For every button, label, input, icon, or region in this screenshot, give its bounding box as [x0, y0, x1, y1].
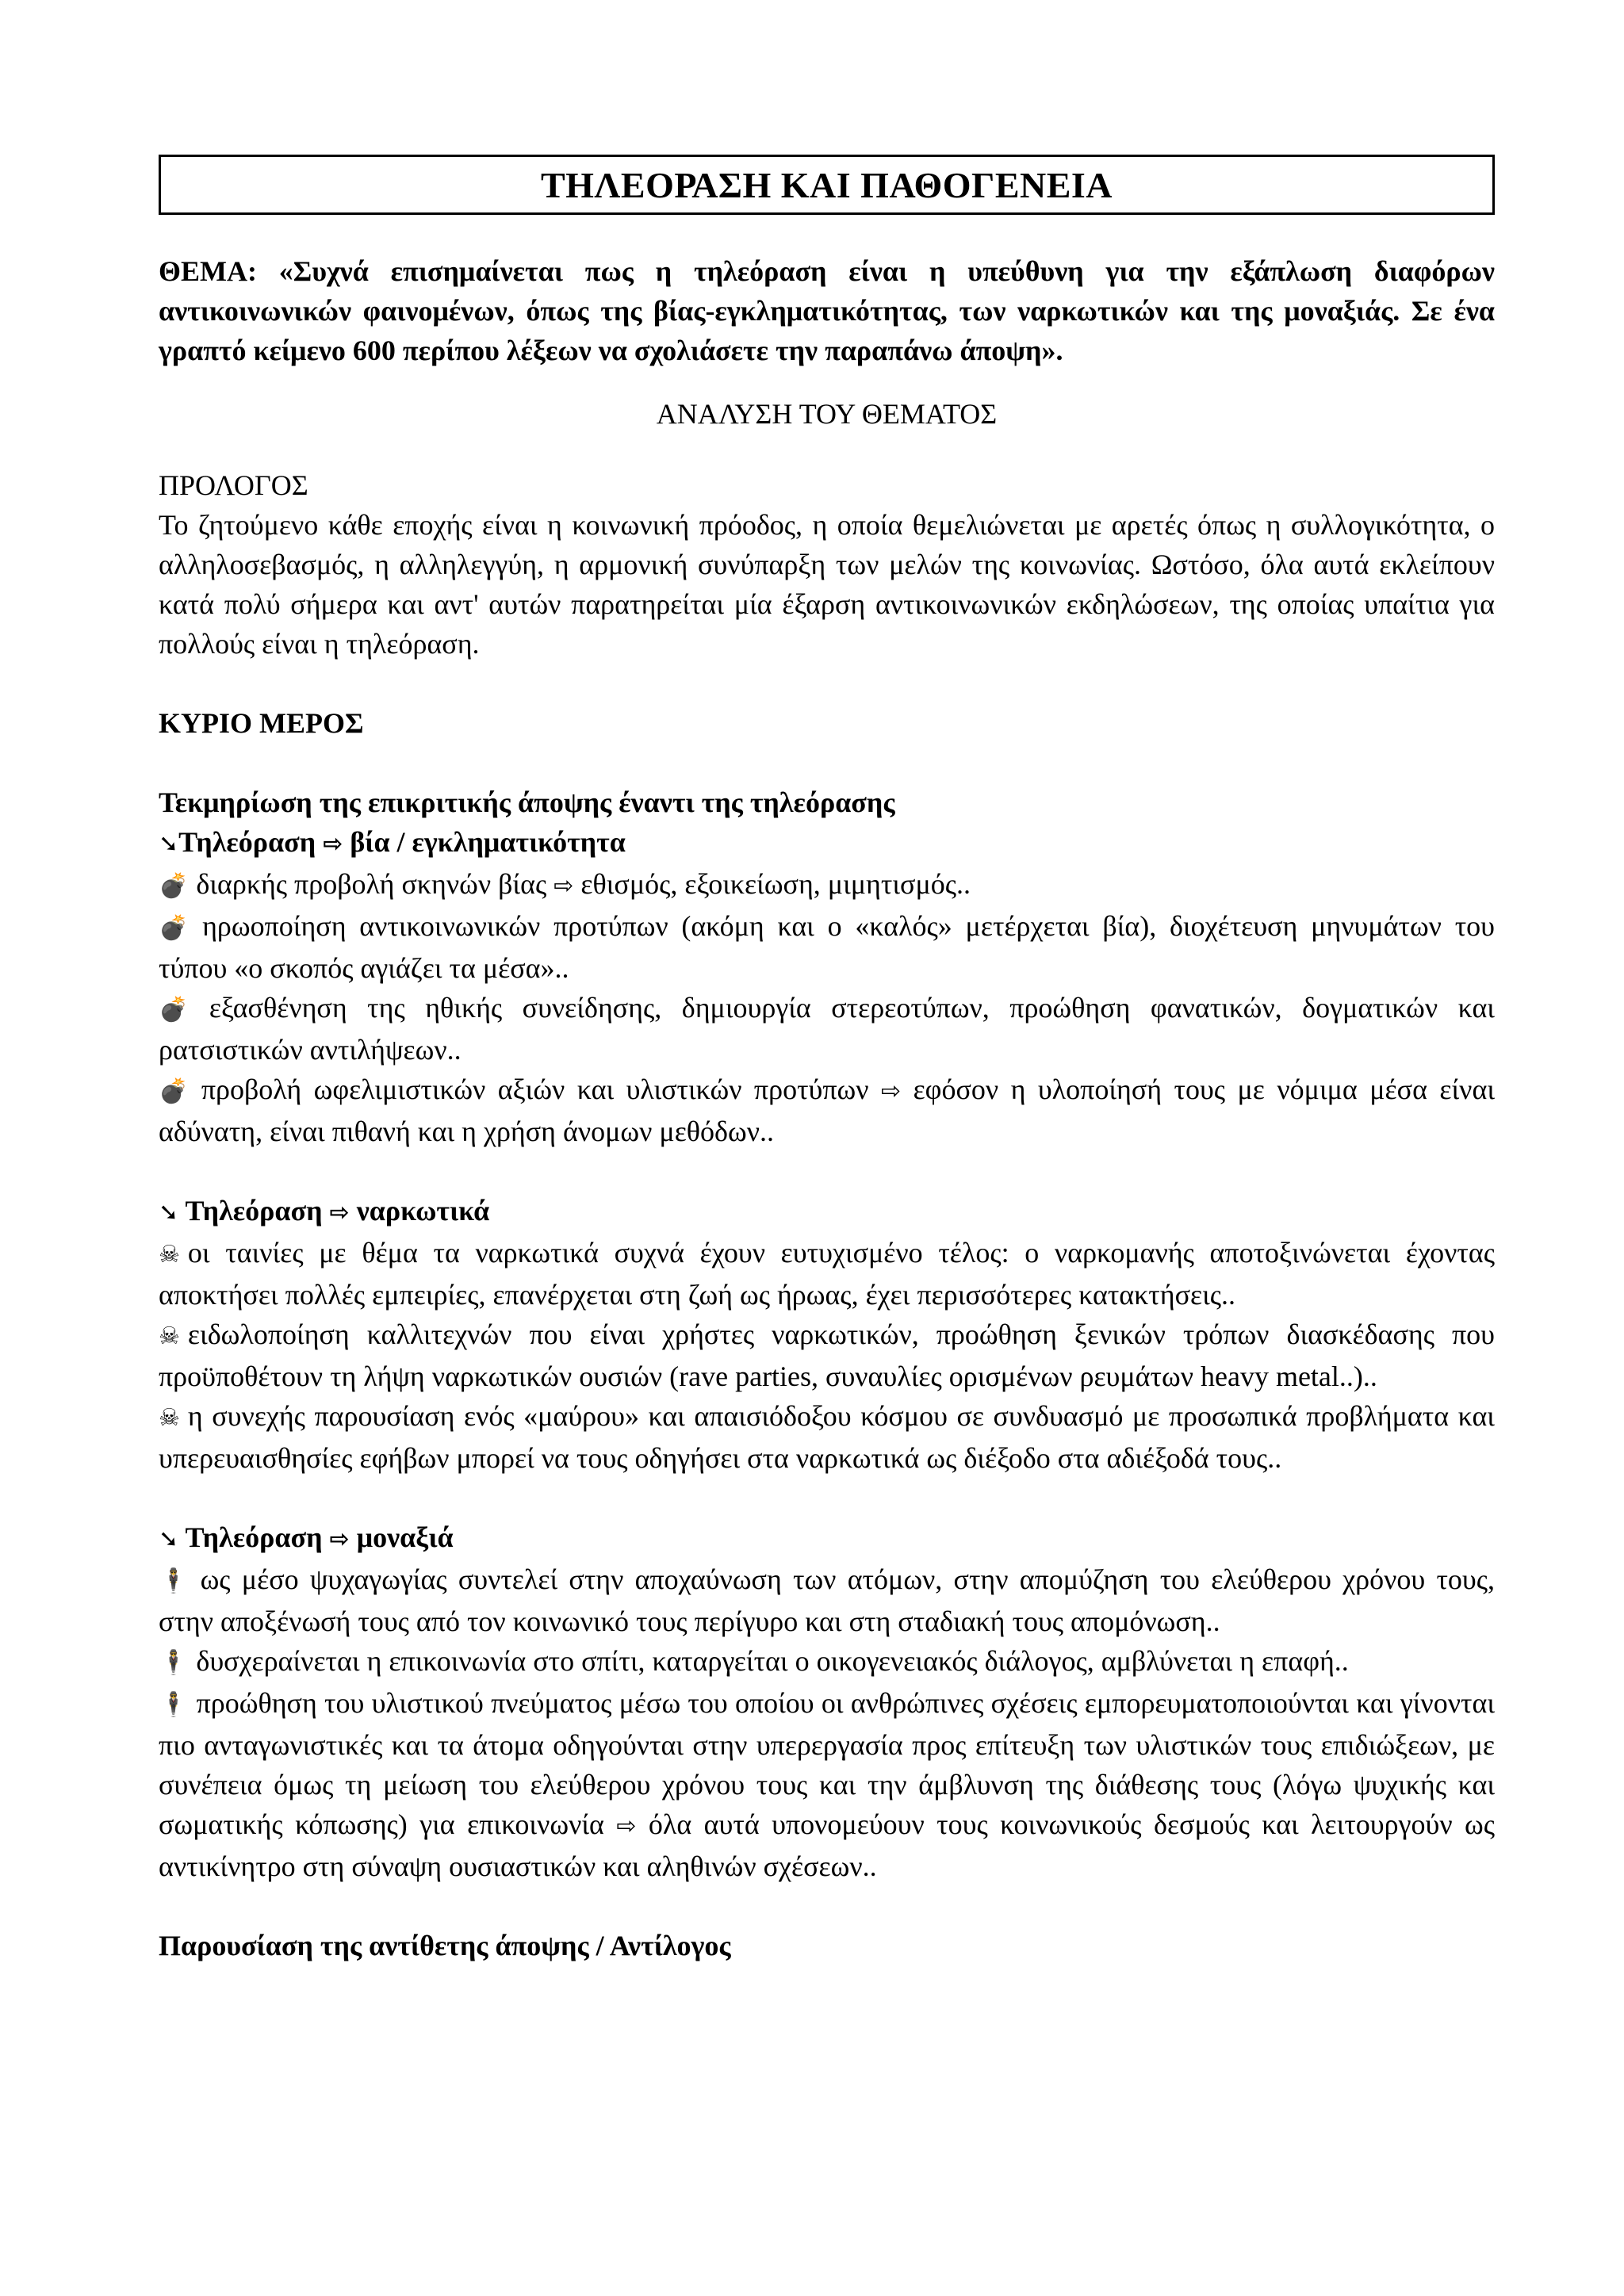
person-icon: 🕴 — [159, 1691, 189, 1719]
topic-label: ΘΕΜΑ: — [159, 255, 257, 287]
main-heading: ΚΥΡΙΟ ΜΕΡΟΣ — [159, 707, 364, 739]
arrow-down-right-icon: ➘ — [159, 830, 179, 858]
bomb-icon: 💣 — [159, 872, 189, 900]
counter-heading: Παρουσίαση της αντίθετης άποψης / Αντίλογος — [159, 1930, 731, 1961]
skull-icon: ☠ — [159, 1404, 180, 1432]
violence-heading: ➘Τηλεόραση ⇨ βία / εγκληματικότητα — [159, 826, 626, 858]
prologue-heading: ΠΡΟΛΟΓΟΣ — [159, 469, 308, 501]
title-box — [159, 155, 1495, 215]
topic-text: «Συχνά επισημαίνεται πως η τηλεόραση είναι η υπεύθυνη για την εξάπλωση διαφόρων αντικοινωνικών φαινομένων, όπως της βίας-εγκληματικότητας, των ναρκωτικών και της μοναξιάς. Σε ένα γραπτό κείμενο 600 περίπου λέξεων να σχολιάσετε την παραπάνω άποψη». — [159, 255, 1495, 366]
bomb-icon: 💣 — [159, 1077, 193, 1105]
right-arrow-icon: ⇨ — [323, 830, 343, 858]
list-item: 🕴 προώθηση του υλιστικού πνεύματος μέσω του οποίου οι ανθρώπινες σχέσεις εμπορευματοποιούνται και γίνονται πιο ανταγωνιστικές και τα άτομα οδηγούνται στην υπερεργασία προς επίτευξη των υλιστικών τους επιδιώξεων, με συνέπεια όμως τη μείωση του ελεύθερου χρόνου τους και την άμβλυνση της διάθεσης τους (λόγω ψυχικής και σωματικής κόπωσης) για επικοινωνία ⇨ όλα αυτά υπονομεύουν τους κοινωνικούς δεσμούς και λειτουργούν ως αντικίνητρο στη σύναψη ουσιαστικών και αληθινών σχέσεων.. — [159, 1687, 1496, 1882]
arrow-down-right-icon: ➘ — [159, 1199, 179, 1226]
topic-paragraph — [159, 251, 1495, 370]
page-title: ΤΗΛΕΟΡΑΣΗ ΚΑΙ ΠΑΘΟΓΕΝΕΙΑ — [540, 164, 1113, 205]
arrow-down-right-icon: ➘ — [159, 1525, 179, 1553]
prologue-text: Το ζητούμενο κάθε εποχής είναι η κοινωνική πρόοδος, η οποία θεμελιώνεται με αρετές όπως η συλλογικότητα, ο αλληλοσεβασμός, η αλληλεγγύη, η αρμονική συνύπαρξη των μελών της κοινωνίας. Ωστόσο, όλα αυτά εκλείπουν κατά πολύ σήμερα και αντ' αυτών παρατηρείται μία έξαρση αντικοινωνικών εκδηλώσεων, της οποίας υπαίτια για πολλούς είναι η τηλεόραση. — [159, 509, 1495, 660]
critical-heading: Τεκμηρίωση της επικριτικής άποψης έναντι της τηλεόρασης — [159, 786, 895, 818]
drugs-heading: ➘ Τηλεόραση ⇨ ναρκωτικά — [159, 1195, 490, 1226]
bomb-icon: 💣 — [159, 914, 195, 942]
list-item: 💣 ηρωοποίηση αντικοινωνικών προτύπων (ακόμη και ο «καλός» μετέρχεται βία), διοχέτευση μηνυμάτων του τύπου «ο σκοπός αγιάζει τα μέσα».. — [159, 910, 1495, 984]
list-item: 🕴 δυσχεραίνεται η επικοινωνία στο σπίτι, καταργείται ο οικογενειακός διάλογος, αμβλύνεται η επαφή.. — [159, 1645, 1349, 1677]
person-icon: 🕴 — [159, 1567, 193, 1595]
list-item: ☠ ειδωλοποίηση καλλιτεχνών που είναι χρήστες ναρκωτικών, προώθηση ξενικών τρόπων διασκέδασης που προϋποθέτουν τη λήψη ναρκωτικών ουσιών (rave parties, συναυλίες ορισμένων ρευμάτων heavy metal..).. — [159, 1318, 1495, 1392]
list-item: 💣 προβολή ωφελιμιστικών αξιών και υλιστικών προτύπων ⇨ εφόσον η υλοποίησή τους με νόμιμα μέσα είναι αδύνατη, είναι πιθανή και η χρήση άνομων μεθόδων.. — [159, 1073, 1496, 1147]
skull-icon: ☠ — [159, 1241, 180, 1269]
list-item: 💣 εξασθένηση της ηθικής συνείδησης, δημιουργία στερεοτύπων, προώθηση φανατικών, δογματικών και ρατσιστικών αντιλήψεων.. — [159, 992, 1495, 1066]
list-item: 💣 διαρκής προβολή σκηνών βίας ⇨ εθισμός, εξοικείωση, μιμητισμός.. — [159, 868, 971, 900]
loneliness-heading: ➘ Τηλεόραση ⇨ μοναξιά — [159, 1521, 454, 1553]
right-arrow-icon: ⇨ — [329, 1525, 350, 1553]
skull-icon: ☠ — [159, 1322, 180, 1350]
bomb-icon: 💣 — [159, 996, 201, 1024]
document-page — [159, 155, 1495, 1965]
right-arrow-icon: ⇨ — [616, 1812, 637, 1840]
analysis-heading: ΑΝΑΛΥΣΗ ΤΟΥ ΘΕΜΑΤΟΣ — [656, 398, 998, 430]
list-item: ☠ η συνεχής παρουσίαση ενός «μαύρου» και απαισιόδοξου κόσμου σε συνδυασμό με προσωπικά προβλήματα και υπερευαισθησίες εφήβων μπορεί να τους οδηγήσει στα ναρκωτικά ως διέξοδο στα αδιέξοδά τους.. — [159, 1400, 1495, 1474]
list-item: ☠ οι ταινίες με θέμα τα ναρκωτικά συχνά έχουν ευτυχισμένο τέλος: ο ναρκομανής αποτοξινώνεται έχοντας αποκτήσει πολλές εμπειρίες, επανέρχεται στη ζωή ως ήρωας, έχει περισσότερες κατακτήσεις.. — [159, 1237, 1495, 1311]
list-item: 🕴 ως μέσο ψυχαγωγίας συντελεί στην αποχαύνωση των ατόμων, στην απομύζηση του ελεύθερου χρόνου τους, στην αποξένωσή τους από τον κοινωνικό τους περίγυρο και στη σταδιακή τους απομόνωση.. — [159, 1563, 1495, 1637]
right-arrow-icon: ⇨ — [329, 1199, 350, 1226]
right-arrow-icon: ⇨ — [880, 1077, 902, 1105]
right-arrow-icon: ⇨ — [553, 872, 574, 900]
person-icon: 🕴 — [159, 1649, 189, 1677]
